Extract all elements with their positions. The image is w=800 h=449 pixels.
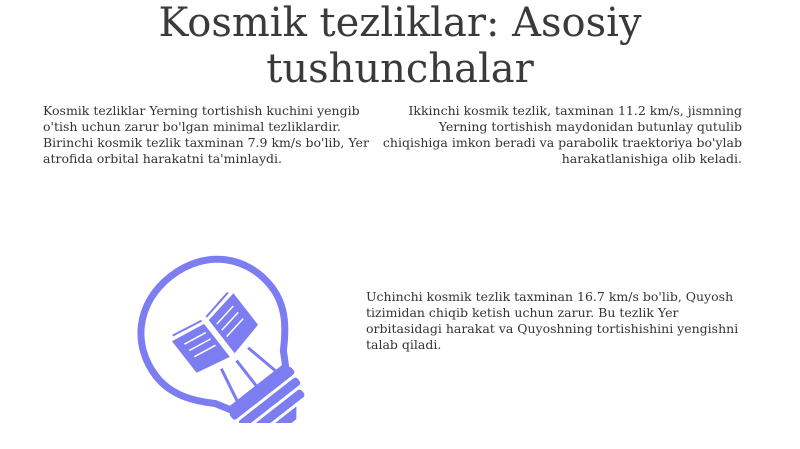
paragraph-left: Kosmik tezliklar Yerning tortishish kuchini yengib o'tish uchun zarur bo'lgan minimal tezliklardir. Birinchi kosmik tezlik taxminan 7.9 km/s bo'lib, Yer atrofida orbital harakatni ta'minlaydi. <box>43 103 369 166</box>
paragraph-right: Ikkinchi kosmik tezlik, taxminan 11.2 km/s, jismning Yerning tortishish maydonidan butunlay qutulib chiqishiga imkon beradi va parabolik traektoriya bo'ylab harakatlanishiga olib keladi. <box>382 103 742 166</box>
lightbulb-with-book-icon <box>100 253 310 423</box>
slide-title: Kosmik tezliklar: Asosiy tushunchalar <box>158 0 642 92</box>
paragraph-bottom: Uchinchi kosmik tezlik taxminan 16.7 km/s bo'lib, Quyosh tizimidan chiqib ketish uchun zarur. Bu tezlik Yer orbitasidagi harakat va Quyoshning tortishishini yengishni talab qiladi. <box>366 289 739 352</box>
